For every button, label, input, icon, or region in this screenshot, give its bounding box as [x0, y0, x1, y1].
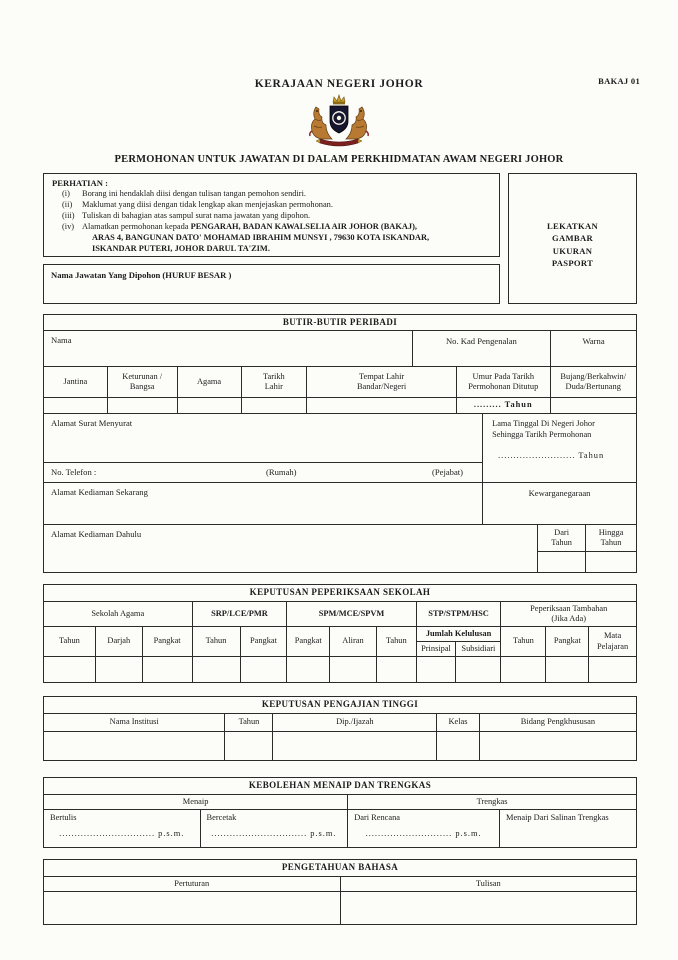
col-header-birthdate: Tarikh Lahir [241, 367, 307, 397]
notice-item-text: Alamatkan permohonan kepada PENGARAH, BADAN KAWALSELIA AIR JOHOR (BAKAJ), [82, 221, 417, 231]
johor-coat-of-arms-icon [306, 93, 372, 149]
typing-printed-field[interactable]: Bercetak ............................... p.s.m. [200, 809, 348, 847]
notice-item-text: Maklumat yang diisi dengan tidak lengkap akan menjejaskan permohonan. [82, 200, 333, 210]
school-input-area[interactable] [142, 657, 192, 683]
mailing-address-field[interactable]: Alamat Surat Menyurat [51, 418, 133, 428]
notice-heading: PERHATIAN : [52, 178, 108, 188]
from-year-input-area[interactable] [538, 552, 585, 572]
crest-container [0, 93, 678, 149]
notice-item-number: (iv) [62, 221, 75, 231]
typing-handwritten-field[interactable]: Bertulis ............................... p.s.m. [44, 809, 201, 847]
telephone-home-label: (Rumah) [266, 467, 297, 478]
col-header: Pangkat [142, 626, 192, 656]
higher-education-section [43, 696, 637, 761]
label-dari-rencana: Dari Rencana [354, 812, 401, 822]
group-spm-mce-spvm: SPM/MCE/SPVM [287, 601, 416, 626]
birthplace-input-area[interactable] [306, 398, 456, 413]
col-header-age: Umur Pada Tarikh Permohonan Ditutup [456, 367, 550, 397]
jumlah-kelulusan-header: Jumlah Kelulusan [416, 626, 501, 641]
group-trengkas: Trengkas [348, 794, 637, 809]
school-input-area[interactable] [240, 657, 287, 683]
col-header-tahun: Tahun [225, 713, 273, 731]
col-header-religion: Agama [177, 367, 241, 397]
tinggi-section-title: KEPUTUSAN PENGAJIAN TINGGI [44, 697, 637, 714]
form-code: BAKAJ 01 [598, 76, 640, 86]
until-year-header: Hingga Tahun [586, 525, 636, 552]
religion-input-area[interactable] [177, 398, 241, 413]
bahasa-section-title: PENGETAHUAN BAHASA [44, 859, 637, 876]
ic-number-field[interactable]: No. Kad Pengenalan [412, 331, 551, 366]
until-year-input-area[interactable] [586, 552, 636, 572]
marital-status-input-area[interactable] [550, 398, 636, 413]
group-menaip: Menaip [44, 794, 348, 809]
notice-item-2 [52, 200, 493, 211]
school-exam-section [43, 584, 637, 683]
notice-and-photo-row [43, 173, 637, 304]
col-header-birthplace: Tempat Lahir Bandar/Negeri [306, 367, 456, 397]
tinggi-input-area[interactable] [44, 731, 225, 760]
speaking-input-area[interactable] [44, 891, 341, 924]
group-srp-lce-pmr: SRP/LCE/PMR [192, 601, 287, 626]
col-header: Aliran [330, 626, 377, 656]
col-header-institusi: Nama Institusi [44, 713, 225, 731]
writing-input-area[interactable] [340, 891, 637, 924]
col-header: Tahun [376, 626, 416, 656]
ethnicity-input-area[interactable] [107, 398, 177, 413]
school-section-title: KEPUTUSAN PEPERIKSAAN SEKOLAH [44, 585, 637, 602]
notice-item-4 [52, 222, 493, 233]
col-header: Tahun [44, 626, 96, 656]
citizenship-field[interactable]: Kewarganegaraan [482, 483, 636, 524]
school-input-area[interactable] [44, 657, 96, 683]
col-header-bidang: Bidang Pengkhususan [479, 713, 636, 731]
telephone-field[interactable] [44, 462, 482, 482]
notice-item-number: (iii) [62, 211, 75, 221]
previous-address-field[interactable]: Alamat Kediaman Dahulu [51, 529, 142, 539]
col-header-marital-status: Bujang/Berkahwin/ Duda/Bertunang [550, 367, 636, 397]
form-title: PERMOHONAN UNTUK JAWATAN DI DALAM PERKHIDMATAN AWAM NEGERI JOHOR [114, 154, 564, 165]
colour-field[interactable]: Warna [550, 331, 636, 366]
col-header: Tahun [192, 626, 240, 656]
personal-section-title: BUTIR-BUTIR PERIBADI [282, 317, 398, 327]
typing-shorthand-section [43, 777, 637, 848]
notice-item-text: Tuliskan di bahagian atas sampul surat nama jawatan yang dipohon. [82, 211, 311, 221]
notice-item-1 [52, 189, 493, 200]
group-stp-stpm-hsc: STP/STPM/HSC [416, 601, 501, 626]
col-header-tulisan: Tulisan [340, 876, 637, 891]
language-section [43, 859, 637, 925]
position-name-label: Nama Jawatan Yang Dipohon (HURUF BESAR ) [51, 270, 232, 280]
menaip-section-title: KEBOLEHAN MENAIP DAN TRENGKAS [44, 777, 637, 794]
notice-item-number: (i) [62, 189, 70, 199]
government-title: KERAJAAN NEGERI JOHOR [254, 78, 424, 90]
notice-address-line-2: ARAS 4, BANGUNAN DATO' MOHAMAD IBRAHIM MUNSYI , 79630 KOTA ISKANDAR, [92, 232, 430, 242]
school-input-area[interactable] [330, 657, 377, 683]
tinggi-input-area[interactable] [437, 731, 480, 760]
col-header: Pangkat [546, 626, 589, 656]
col-header-ijazah: Dip./Ijazah [273, 713, 437, 731]
school-input-area[interactable] [416, 657, 456, 683]
from-year-header: Dari Tahun [538, 525, 585, 552]
tinggi-input-area[interactable] [479, 731, 636, 760]
years-in-johor-field[interactable]: Lama Tinggal Di Negeri Johor Sehingga Tarikh Permohonan ......................... Tahun [482, 414, 636, 482]
typing-from-shorthand-field[interactable] [500, 809, 637, 847]
notice-box [43, 173, 500, 257]
col-header: Darjah [95, 626, 142, 656]
tinggi-input-area[interactable] [225, 731, 273, 760]
col-header: Tahun [501, 626, 546, 656]
col-header-ethnicity: Keturunan / Bangsa [107, 367, 177, 397]
school-input-area[interactable] [192, 657, 240, 683]
gender-input-area[interactable] [44, 398, 107, 413]
telephone-office-label: (Pejabat) [432, 467, 464, 478]
tinggi-input-area[interactable] [273, 731, 437, 760]
label-bercetak: Bercetak [206, 812, 237, 822]
col-header-gender: Jantina [63, 376, 88, 386]
notice-address-line-3: ISKANDAR PUTERI, JOHOR DARUL TA'ZIM. [92, 243, 270, 253]
col-header: Pangkat [287, 626, 330, 656]
telephone-label: No. Telefon : [51, 467, 97, 478]
col-header: Pangkat [240, 626, 287, 656]
until-year-column [585, 525, 636, 572]
col-header-kelas: Kelas [437, 713, 480, 731]
label-bertulis: Bertulis [50, 812, 77, 822]
current-address-field[interactable]: Alamat Kediaman Sekarang [51, 487, 148, 497]
school-input-area[interactable] [95, 657, 142, 683]
passport-photo-box[interactable]: LEKATKAN GAMBAR UKURAN PASPORT [508, 173, 637, 304]
notice-item-3 [52, 211, 493, 222]
notice-item-text: Borang ini hendaklah diisi dengan tulisan tangan pemohon sendiri. [82, 189, 306, 199]
school-input-area[interactable] [456, 657, 501, 683]
personal-details-section [43, 314, 637, 573]
col-header-subsidiari: Subsidiari [456, 642, 501, 657]
school-input-area[interactable] [501, 657, 546, 683]
school-input-area[interactable] [546, 657, 589, 683]
group-peperiksaan-tambahan: Peperiksaan Tambahan (Jika Ada) [501, 601, 637, 626]
name-field[interactable]: Nama [51, 335, 72, 345]
position-name-field[interactable] [43, 264, 500, 304]
shorthand-from-article-field[interactable]: Dari Rencana ............................ p.s.m. [348, 809, 500, 847]
age-years-fill[interactable]: ......... Tahun [456, 398, 550, 413]
notice-item-number: (ii) [62, 200, 73, 210]
from-year-column [537, 525, 585, 572]
birthdate-input-area[interactable] [241, 398, 307, 413]
label-menaip-dari-salinan: Menaip Dari Salinan Trengkas [506, 812, 609, 822]
col-header-prinsipal: Prinsipal [416, 642, 456, 657]
school-input-area[interactable] [376, 657, 416, 683]
school-input-area[interactable] [589, 657, 637, 683]
school-input-area[interactable] [287, 657, 330, 683]
group-sekolah-agama: Sekolah Agama [44, 601, 193, 626]
col-header-pertuturan: Pertuturan [44, 876, 341, 891]
col-header: Mata Pelajaran [589, 626, 637, 656]
